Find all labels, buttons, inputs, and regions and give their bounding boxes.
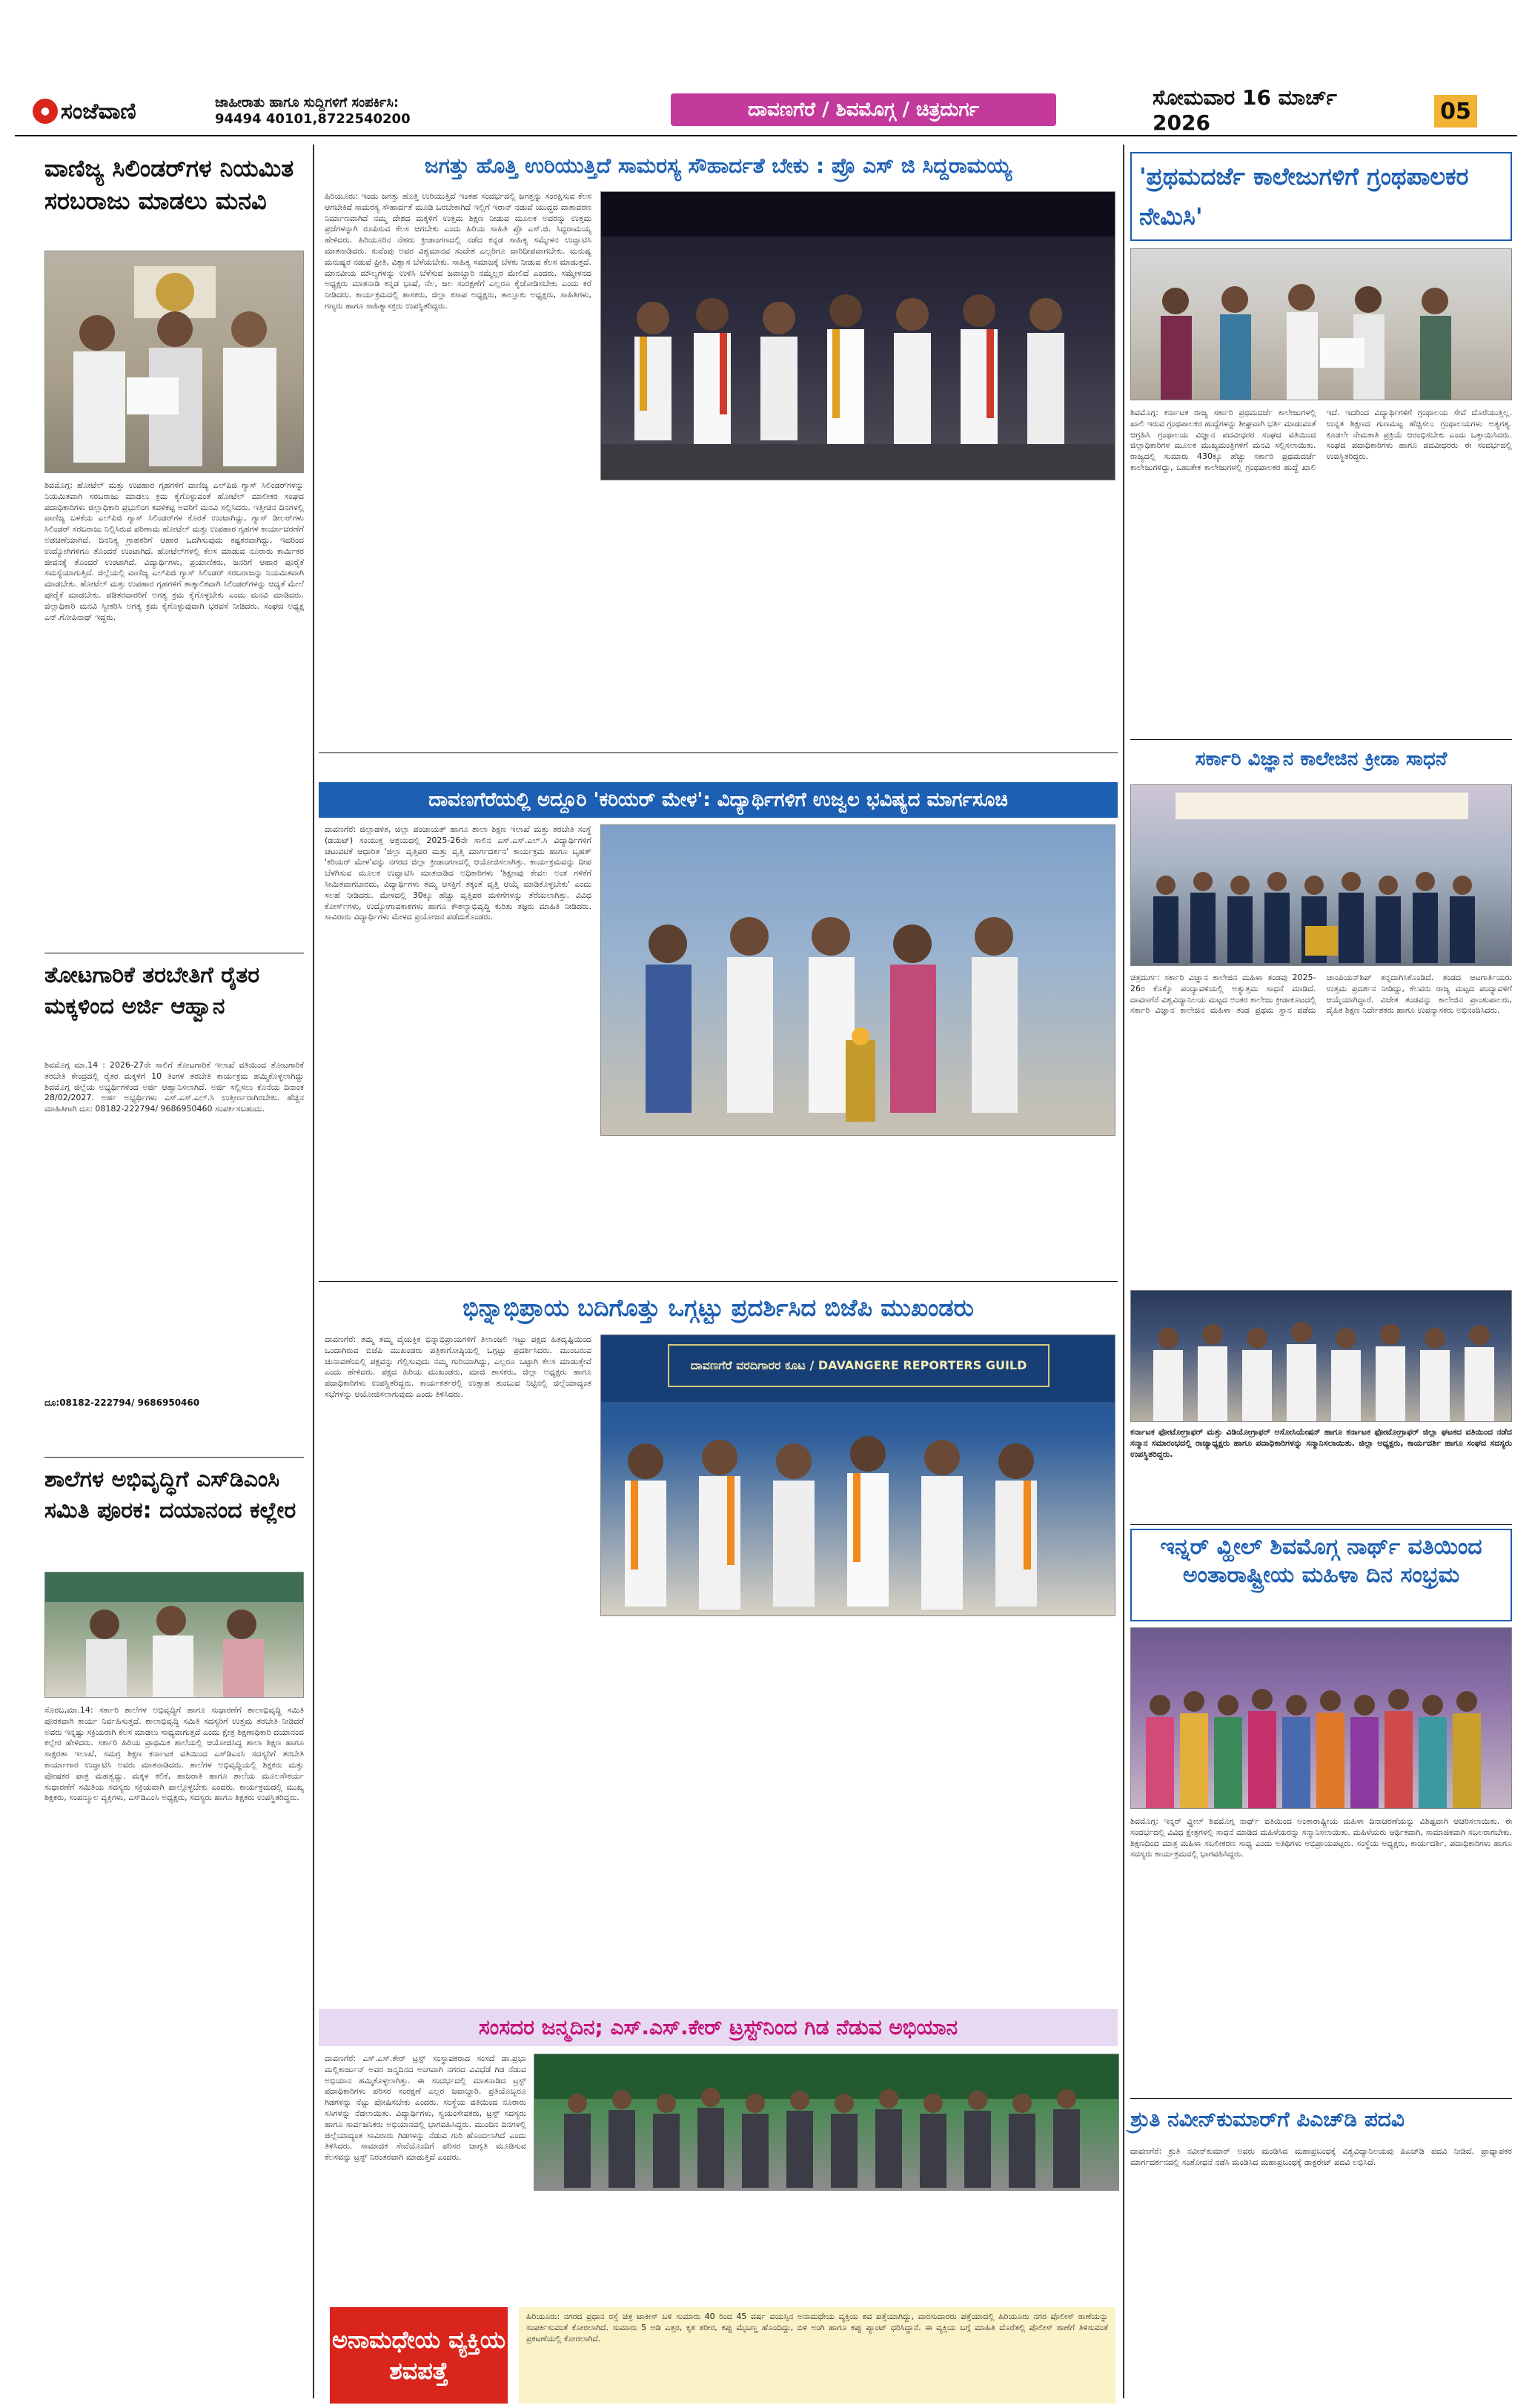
inner-wheel-headline: ಇನ್ನರ್ ವ್ಹೀಲ್ ಶಿವಮೊಗ್ಗ ನಾರ್ಥ್ ವತಿಯಿಂದ ಅಂತಾರಾಷ್ಟ್ರೀಯ ಮಹಿಳಾ ದಿನ ಸಂಭ್ರಮ — [1130, 1529, 1512, 1621]
page-number: 05 — [1434, 95, 1477, 128]
photo-lpg-memorandum — [44, 251, 304, 473]
phd-body: ದಾವಣಗೆರೆ: ಶ್ರುತಿ ನವೀನ್‌ಕುಮಾರ್ ಅವರು ಮಂಡಿಸಿದ ಮಹಾಪ್ರಬಂಧಕ್ಕೆ ವಿಶ್ವವಿದ್ಯಾನಿಲಯವು ಪಿಎಚ್‌ಡಿ ಪದವಿ ನೀಡಿದೆ. ಪ್ರಾಧ್ಯಾಪಕರ ಮಾರ್ಗದರ್ಶನದಲ್ಲಿ ಸಂಶೋಧನೆ ನಡೆಸಿ ಮಂಡಿಸಿದ ಮಹಾಪ್ರಬಂಧಕ್ಕೆ ಡಾಕ್ಟರೇಟ್ ಪದವಿ ಲಭಿಸಿದೆ. — [1130, 2146, 1512, 2167]
body-horticulture-training: ಶಿವಮೊಗ್ಗ ಮಾ.14 : 2026-27ನೇ ಸಾಲಿಗೆ ತೋಟಗಾರಿಕೆ ಇಲಾಖೆ ವತಿಯಿಂದ ತೋಟಗಾರಿಕೆ ತರಬೇತಿ ಕೇಂದ್ರದಲ್ಲಿ ರೈತರ ಮಕ್ಕಳಿಗೆ 10 ತಿಂಗಳ ತರಬೇತಿ ಕಾರ್ಯಕ್ರಮ ಹಮ್ಮಿಕೊಳ್ಳಲಾಗಿದ್ದು ಶಿವಮೊಗ್ಗ ಜಿಲ್ಲೆಯ ಅಭ್ಯರ್ಥಿಗಳಿಂದ ಅರ್ಜಿ ಆಹ್ವಾನಿಸಲಾಗಿದೆ. ಅರ್ಜಿ ಸಲ್ಲಿಸಲು ಕೊನೆಯ ದಿನಾಂಕ 28/02/2027. ಅರ್ಹ ಅಭ್ಯರ್ಥಿಗಳು ಎಸ್.ಎಸ್.ಎಲ್.ಸಿ ಉತ್ತೀರ್ಣರಾಗಿರಬೇಕು. ಹೆಚ್ಚಿನ ಮಾಹಿತಿಗಾಗಿ ದೂ: 08182-222794/ 9686950460 ಸಂಪರ್ಕಿಸಬಹುದು. — [44, 1060, 304, 1114]
contact-tagline: ಜಾಹೀರಾತು ಹಾಗೂ ಸುದ್ದಿಗಳಿಗೆ ಸಂಪರ್ಕಿಸಿ: 94494 40101,8722540200 — [215, 95, 411, 127]
photo-people-illustration — [601, 825, 1115, 1136]
headline-lpg-cylinder: ವಾಣಿಜ್ಯ ಸಿಲಿಂಡರ್‌ಗಳ ನಿಯಮಿತ ಸರಬರಾಜು ಮಾಡಲು ಮನವಿ — [44, 154, 294, 215]
story-separator — [319, 1281, 1118, 1282]
masthead-rule — [15, 135, 1517, 136]
tree-planting-headline: ಸಂಸದರ ಜನ್ಮದಿನ; ಎಸ್.ಎಸ್.ಕೇರ್ ಟ್ರಸ್ಟ್‌ನಿಂದ ಗಿಡ ನೆಡುವ ಅಭಿಯಾನ — [319, 2009, 1118, 2046]
career-mela-headline: ದಾವಣಗೆರೆಯಲ್ಲಿ ಅದ್ದೂರಿ 'ಕರಿಯರ್ ಮೇಳ': ವಿದ್ಯಾರ್ಥಿಗಳಿಗೆ ಉಜ್ವಲ ಭವಿಷ್ಯದ ಮಾರ್ಗಸೂಚಿ — [319, 782, 1118, 818]
bjp-body-continued — [600, 1624, 1115, 2054]
inner-wheel-body: ಶಿವಮೊಗ್ಗ: ಇನ್ನರ್ ವ್ಹೀಲ್ ಶಿವಮೊಗ್ಗ ನಾರ್ಥ್ ವತಿಯಿಂದ ಅಂತಾರಾಷ್ಟ್ರೀಯ ಮಹಿಳಾ ದಿನಾಚರಣೆಯನ್ನು ವಿಶಿಷ್ಟವಾಗಿ ಆಚರಿಸಲಾಯಿತು. ಈ ಸಂದರ್ಭದಲ್ಲಿ ವಿವಿಧ ಕ್ಷೇತ್ರಗಳಲ್ಲಿ ಸಾಧನೆ ಮಾಡಿದ ಮಹಿಳೆಯರನ್ನು ಸನ್ಮಾನಿಸಲಾಯಿತು. ಮಹಿಳೆಯರು ಆರ್ಥಿಕವಾಗಿ, ಸಾಮಾಜಿಕವಾಗಿ ಸಬಲರಾಗಬೇಕು. ಶಿಕ್ಷಣದಿಂದ ಮಾತ್ರ ಮಹಿಳಾ ಸಬಲೀಕರಣ ಸಾಧ್ಯ ಎಂದು ಅತಿಥಿಗಳು ಅಭಿಪ್ರಾಯಪಟ್ಟರು. ಸಂಸ್ಥೆಯ ಅಧ್ಯಕ್ಷರು, ಕಾರ್ಯದರ್ಶಿ, ಪದಾಧಿಕಾರಿಗಳು ಹಾಗೂ ಸದಸ್ಯರು ಕಾರ್ಯಕ್ರಮದಲ್ಲಿ ಭಾಗವಹಿಸಿದ್ದರು. — [1130, 1816, 1512, 1859]
career-mela-body: ದಾವಣಗೆರೆ: ಜಿಲ್ಲಾಡಳಿತ, ಜಿಲ್ಲಾ ಪಂಚಾಯತ್ ಹಾಗೂ ಶಾಲಾ ಶಿಕ್ಷಣ ಇಲಾಖೆ ಮತ್ತು ತರಬೇತಿ ಸಂಸ್ಥೆ (ಡಯಟ್) ಸಂಯುಕ್ತ ಆಶ್ರಯದಲ್ಲಿ 2025-26ನೇ ಸಾಲಿನ ಎಸ್.ಎಸ್.ಎಲ್.ಸಿ ವಿದ್ಯಾರ್ಥಿಗಳಿಗೆ ಚಟುವಟಿಕೆ ಆಧಾರಿತ 'ಜಿಲ್ಲಾ ವೃತ್ತಿಪರ ಮತ್ತು ವೃತ್ತಿ ಮಾರ್ಗದರ್ಶನ' ಕಾರ್ಯಕ್ರಮ ಹಾಗೂ ಬೃಹತ್ 'ಕರಿಯರ್ ಮೇಳ'ವನ್ನು ನಗರದ ಜಿಲ್ಲಾ ಕ್ರೀಡಾಂಗಣದಲ್ಲಿ ಆಯೋಜಿಸಲಾಗಿತ್ತು. ಕಾರ್ಯಕ್ರಮವನ್ನು ದೀಪ ಬೆಳಗಿಸುವ ಮೂಲಕ ಉದ್ಘಾಟಿಸಿ ಮಾತನಾಡಿದ ಅಧಿಕಾರಿಗಳು 'ಶಿಕ್ಷಣವು ಕೇವಲ ಅಂಕ ಗಳಿಕೆಗೆ ಸೀಮಿತವಾಗಬಾರದು, ವಿದ್ಯಾರ್ಥಿಗಳು ತಮ್ಮ ಆಸಕ್ತಿಗೆ ತಕ್ಕಂತೆ ವೃತ್ತಿ ಆಯ್ಕೆ ಮಾಡಿಕೊಳ್ಳಬೇಕು' ಎಂದು ಸಲಹೆ ನೀಡಿದರು. ಮೇಳದಲ್ಲಿ 30ಕ್ಕೂ ಹೆಚ್ಚು ವೃತ್ತಿಪರ ಮಳಿಗೆಗಳನ್ನು ತೆರೆಯಲಾಗಿತ್ತು. ವಿವಿಧ ಕೋರ್ಸ್‌ಗಳು, ಉದ್ಯೋಗಾವಕಾಶಗಳು ಹಾಗೂ ಕೌಶಲ್ಯಾಭಿವೃದ್ಧಿ ಕುರಿತು ತಜ್ಞರು ಮಾಹಿತಿ ನೀಡಿದರು. ಸಾವಿರಾರು ವಿದ್ಯಾರ್ಥಿಗಳು ಮೇಳದ ಪ್ರಯೋಜನ ಪಡೆದುಕೊಂಡರು. — [325, 824, 591, 922]
column-divider — [313, 145, 314, 2398]
lead-body-continued — [600, 488, 1115, 747]
bjp-body: ದಾವಣಗೆರೆ: ತಮ್ಮ ತಮ್ಮ ವೈಯಕ್ತಿಕ ಭಿನ್ನಾಭಿಪ್ರಾಯಗಳಿಗೆ ತಿಲಾಂಜಲಿ ಇಟ್ಟು ಪಕ್ಷದ ಹಿತದೃಷ್ಟಿಯಿಂದ ಒಂದಾಗಿರುವ ಬಿಜೆಪಿ ಮುಖಂಡರು ಪತ್ರಿಕಾಗೋಷ್ಠಿಯಲ್ಲಿ ಒಗ್ಗಟ್ಟು ಪ್ರದರ್ಶಿಸಿದರು. ಮುಂಬರುವ ಚುನಾವಣೆಯಲ್ಲಿ ಪಕ್ಷವನ್ನು ಗೆಲ್ಲಿಸುವುದು ನಮ್ಮ ಗುರಿಯಾಗಿದ್ದು, ಎಲ್ಲರೂ ಒಟ್ಟಾಗಿ ಕೆಲಸ ಮಾಡುತ್ತೇವೆ ಎಂದು ಹೇಳಿದರು. ಪಕ್ಷದ ಹಿರಿಯ ಮುಖಂಡರು, ಮಾಜಿ ಶಾಸಕರು, ಜಿಲ್ಲಾ ಅಧ್ಯಕ್ಷರು ಹಾಗೂ ಪದಾಧಿಕಾರಿಗಳು ಉಪಸ್ಥಿತರಿದ್ದರು. ಕಾರ್ಯಕರ್ತರಲ್ಲಿ ಉತ್ಸಾಹ ತುಂಬುವ ನಿಟ್ಟಿನಲ್ಲಿ ಜಿಲ್ಲೆಯಾದ್ಯಂತ ಸಭೆಗಳನ್ನು ಆಯೋಜಿಸಲಾಗುವುದು ಎಂದು ತಿಳಿಸಿದರು. — [325, 1334, 591, 1399]
story-separator — [44, 1457, 304, 1458]
newspaper-logo: ● ಸಂಜೆವಾಣಿ — [30, 95, 208, 128]
headline-sdmc-committee: ಶಾಲೆಗಳ ಅಭಿವೃದ್ಧಿಗೆ ಎಸ್‌ಡಿಎಂಸಿ ಸಮಿತಿ ಪೂರಕ: ದಯಾನಂದ ಕಲ್ಲೇರ — [44, 1466, 296, 1524]
logo-emblem-icon: ● — [33, 99, 58, 124]
edition-cities: ದಾವಣಗೆರೆ / ಶಿವಮೊಗ್ಗ / ಚಿತ್ರದುರ್ಗ — [671, 93, 1056, 126]
phd-headline: ಶ್ರುತಿ ನವೀನ್‌ಕುಮಾರ್‌ಗೆ ಪಿಎಚ್‌ಡಿ ಪದವಿ — [1130, 2107, 1405, 2131]
tree-planting-body: ದಾವಣಗೆರೆ: ಎಸ್.ಎಸ್.ಕೇರ್ ಟ್ರಸ್ಟ್ ಸಂಸ್ಥಾಪಕರಾದ ಸಂಸದೆ ಡಾ.ಪ್ರಭಾ ಮಲ್ಲಿಕಾರ್ಜುನ್ ಅವರ ಜನ್ಮದಿನದ ಅಂಗವಾಗಿ ನಗರದ ವಿವಿಧೆಡೆ ಗಿಡ ನೆಡುವ ಅಭಿಯಾನ ಹಮ್ಮಿಕೊಳ್ಳಲಾಗಿತ್ತು. ಈ ಸಂದರ್ಭದಲ್ಲಿ ಮಾತನಾಡಿದ ಟ್ರಸ್ಟ್ ಪದಾಧಿಕಾರಿಗಳು ಪರಿಸರ ಸಂರಕ್ಷಣೆ ಎಲ್ಲರ ಜವಾಬ್ದಾರಿ. ಪ್ರತಿಯೊಬ್ಬರೂ ಗಿಡಗಳನ್ನು ನೆಟ್ಟು ಪೋಷಿಸಬೇಕು ಎಂದರು. ಸಂಸ್ಥೆಯ ವತಿಯಿಂದ ನೂರಾರು ಸಸಿಗಳನ್ನು ನೆಡಲಾಯಿತು. ವಿದ್ಯಾರ್ಥಿಗಳು, ಸ್ವಯಂಸೇವಕರು, ಟ್ರಸ್ಟ್ ಸದಸ್ಯರು ಹಾಗೂ ಸಾರ್ವಜನಿಕರು ಅಭಿಯಾನದಲ್ಲಿ ಭಾಗವಹಿಸಿದ್ದರು. ಮುಂದಿನ ದಿನಗಳಲ್ಲಿ ಜಿಲ್ಲೆಯಾದ್ಯಂತ ಸಾವಿರಾರು ಗಿಡಗಳನ್ನು ನೆಡುವ ಗುರಿ ಹೊಂದಲಾಗಿದೆ ಎಂದು ತಿಳಿಸಿದರು. ಸಾಮಾಜಿಕ ಸೇವೆಯೊಂದಿಗೆ ಪರಿಸರ ಜಾಗೃತಿ ಮೂಡಿಸುವ ಕೆಲಸವನ್ನು ಟ್ರಸ್ಟ್ ನಿರಂತರವಾಗಿ ಮಾಡುತ್ತಿದೆ ಎಂದರು. — [325, 2054, 526, 2163]
unidentified-body-text: ಹಿರಿಯೂರು: ನಗರದ ಪ್ರಧಾನ ರಸ್ತೆ ಚಿತ್ರ ಟಾಕೀಸ್ ಬಳಿ ಸುಮಾರು 40 ರಿಂದ 45 ವರ್ಷ ವಯಸ್ಸಿನ ಅನಾಮಧೇಯ ವ್ಯಕ್ತಿಯ ಶವ ಪತ್ತೆಯಾಗಿದ್ದು, ವಾರಸುದಾರರು ಪತ್ತೆಯಾದಲ್ಲಿ ಹಿರಿಯೂರು ನಗರ ಪೊಲೀಸ್ ಠಾಣೆಯನ್ನು ಸಂಪರ್ಕಿಸುವಂತೆ ಕೋರಲಾಗಿದೆ. ಸುಮಾರು 5 ಅಡಿ ಎತ್ತರ, ಕೃಶ ಶರೀರ, ಕಪ್ಪು ಮೈಬಣ್ಣ ಹೊಂದಿದ್ದು, ಬಿಳಿ ಅಂಗಿ ಹಾಗೂ ಕಪ್ಪು ಪ್ಯಾಂಟ್ ಧರಿಸಿದ್ದಾನೆ. ಈ ವ್ಯಕ್ತಿಯ ಬಗ್ಗೆ ಮಾಹಿತಿ ದೊರೆತಲ್ಲಿ ಪೊಲೀಸ್ ಠಾಣೆಗೆ ತಿಳಿಸುವಂತೆ ಪ್ರಕಟಣೆಯಲ್ಲಿ ಕೋರಲಾಗಿದೆ. — [519, 2307, 1115, 2404]
photo-people-illustration — [1131, 785, 1512, 966]
photo-tree-planting-group — [534, 2054, 1119, 2191]
tree-planting-body-continued — [534, 2196, 1119, 2298]
photo-people-illustration — [601, 192, 1115, 480]
photo-bjp-leaders — [600, 1334, 1115, 1616]
lead-body: ಹಿರಿಯೂರು: ಇಂದು ಜಗತ್ತು ಹೊತ್ತಿ ಉರಿಯುತ್ತಿದೆ ಇಂತಹ ಸಂದರ್ಭದಲ್ಲಿ ಜಗತ್ತನ್ನು ಸಂರಕ್ಷಿಸುವ ಕೆಲಸ ಆಗಬೇಕಿದೆ ಸಾಮರಸ್ಯ ಸೌಹಾರ್ದತೆ ಮೂಡಿ ಬರಬೇಕಾಗಿದೆ ಇಲ್ಲಿಗೆ ಇರಾನ್ ನಡುವೆ ಯುದ್ಧದ ವಾತಾವರಣ ನಿರ್ಮಾಣವಾಗಿದೆ ನಮ್ಮ ದೇಶದ ಮಕ್ಕಳಿಗೆ ಉತ್ತಮ ಶಿಕ್ಷಣ ನೀಡುವ ಮೂಲಕ ಅವರನ್ನು ಉತ್ತಮ ಪ್ರಜೆಗಳನ್ನಾಗಿ ರೂಪಿಸುವ ಕೆಲಸ ಆಗಬೇಕು ಎಂದು ಹಿರಿಯ ಸಾಹಿತಿ ಪ್ರೊ ಎಸ್.ಜಿ. ಸಿದ್ದರಾಮಯ್ಯ ಹೇಳಿದರು. ಹಿರಿಯೂರಿನ ನೆಹರು ಕ್ರೀಡಾಂಗಣದಲ್ಲಿ ನಡೆದ ಕನ್ನಡ ಸಾಹಿತ್ಯ ಸಮ್ಮೇಳನ ಉದ್ಘಾಟಿಸಿ ಮಾತನಾಡಿದರು. ಕುವೆಂಪು ಅವರ ವಿಶ್ವಮಾನವ ಸಂದೇಶ ಎಲ್ಲರಿಗೂ ದಾರಿದೀಪವಾಗಬೇಕು. ಮನುಷ್ಯ ಮನುಷ್ಯರ ನಡುವೆ ಪ್ರೀತಿ, ವಿಶ್ವಾಸ ಬೆಳೆಯಬೇಕು. ಸಾಹಿತ್ಯ ಸಮಾಜಕ್ಕೆ ಬೆಳಕು ನೀಡುವ ಕೆಲಸ ಮಾಡುತ್ತದೆ. ಮಾನವೀಯ ಮೌಲ್ಯಗಳನ್ನು ಉಳಿಸಿ ಬೆಳೆಸುವ ಜವಾಬ್ದಾರಿ ನಮ್ಮೆಲ್ಲರ ಮೇಲಿದೆ ಎಂದರು. ಸಮ್ಮೇಳನದ ಅಧ್ಯಕ್ಷರು ಮಾತನಾಡಿ ಕನ್ನಡ ಭಾಷೆ, ನೆಲ, ಜಲ ಸಂರಕ್ಷಣೆಗೆ ಎಲ್ಲರೂ ಕೈಜೋಡಿಸಬೇಕು ಎಂದು ಕರೆ ನೀಡಿದರು. ಕಾರ್ಯಕ್ರಮದಲ್ಲಿ ಶಾಸಕರು, ಜಿಲ್ಲಾ ಕಸಾಪ ಅಧ್ಯಕ್ಷರು, ತಾಲ್ಲೂಕು ಅಧ್ಯಕ್ಷರು, ಸಾಹಿತಿಗಳು, ಗಣ್ಯರು ಹಾಗೂ ಸಾಹಿತ್ಯಾಸಕ್ತರು ಉಪಸ್ಥಿತರಿದ್ದರು. — [325, 191, 591, 311]
photographers-caption: ಕರ್ನಾಟಕ ಫೋಟೋಗ್ರಾಫರ್ ಮತ್ತು ವಿಡಿಯೋಗ್ರಾಫರ್ ಅಸೋಸಿಯೇಷನ್ ಹಾಗೂ ಕರ್ನಾಟಕ ಫೋಟೋಗ್ರಾಫರ್ ಜಿಲ್ಲಾ ಘಟಕದ ವತಿಯಿಂದ ನಡೆದ ಸನ್ಮಾನ ಸಮಾರಂಭದಲ್ಲಿ ರಾಜ್ಯಾಧ್ಯಕ್ಷರು ಹಾಗೂ ಪದಾಧಿಕಾರಿಗಳನ್ನು ಸನ್ಮಾನಿಸಲಾಯಿತು. ಜಿಲ್ಲಾ ಅಧ್ಯಕ್ಷರು, ಕಾರ್ಯದರ್ಶಿ ಹಾಗೂ ಸಂಘದ ಸದಸ್ಯರು ಉಪಸ್ಥಿತರಿದ್ದರು. — [1130, 1427, 1512, 1459]
photo-people-illustration — [45, 1572, 304, 1698]
photo-womens-day-group — [1130, 1627, 1512, 1809]
story-separator — [319, 752, 1118, 753]
story-separator — [1130, 739, 1512, 740]
photo-photographers-felicitation — [1130, 1290, 1512, 1422]
photo-people-illustration — [1131, 1291, 1512, 1422]
column-divider — [1123, 145, 1124, 2398]
science-college-sports-body: ಚಿತ್ರದುರ್ಗ: ಸರ್ಕಾರಿ ವಿಜ್ಞಾನ ಕಾಲೇಜಿನ ಮಹಿಳಾ ತಂಡವು 2025-26ರ ಕೊಕ್ಕೊ ಪಂದ್ಯಾವಳಿಯಲ್ಲಿ ಅತ್ಯುತ್ತಮ ಸಾಧನೆ ಮಾಡಿದೆ. ದಾವಣಗೆರೆ ವಿಶ್ವವಿದ್ಯಾನಿಲಯ ಮಟ್ಟದ ಅಂತರ ಕಾಲೇಜು ಕ್ರೀಡಾಕೂಟದಲ್ಲಿ ಸರ್ಕಾರಿ ವಿಜ್ಞಾನ ಕಾಲೇಜಿನ ಮಹಿಳಾ ತಂಡ ಪ್ರಥಮ ಸ್ಥಾನ ಪಡೆದು ಚಾಂಪಿಯನ್‌ಶಿಪ್ ತನ್ನದಾಗಿಸಿಕೊಂಡಿದೆ. ತಂಡದ ಆಟಗಾರ್ತಿಯರು ಉತ್ತಮ ಪ್ರದರ್ಶನ ನೀಡಿದ್ದು, ಕೆಲವರು ರಾಜ್ಯ ಮಟ್ಟದ ಪಂದ್ಯಾವಳಿಗೆ ಆಯ್ಕೆಯಾಗಿದ್ದಾರೆ. ವಿಜೇತ ತಂಡವನ್ನು ಕಾಲೇಜಿನ ಪ್ರಾಂಶುಪಾಲರು, ದೈಹಿಕ ಶಿಕ್ಷಣ ನಿರ್ದೇಶಕರು ಹಾಗೂ ಉಪನ್ಯಾಸಕರು ಅಭಿನಂದಿಸಿದರು. — [1130, 973, 1512, 1016]
bjp-headline: ಭಿನ್ನಾಭಿಪ್ರಾಯ ಬದಿಗೊತ್ತು ಒಗ್ಗಟ್ಟು ಪ್ರದರ್ಶಿಸಿದ ಬಿಜೆಪಿ ಮುಖಂಡರು — [462, 1294, 974, 1322]
body-lpg-cylinder: ಶಿವಮೊಗ್ಗ: ಹೋಟೆಲ್ ಮತ್ತು ಉಪಹಾರ ಗೃಹಗಳಿಗೆ ವಾಣಿಜ್ಯ ಎಲ್‌ಪಿಜಿ ಗ್ಯಾಸ್ ಸಿಲಿಂಡರ್‌ಗಳನ್ನು ನಿಯಮಿತವಾಗಿ ಸರಬರಾಜು ಮಾಡಲು ಕ್ರಮ ಕೈಗೊಳ್ಳುವಂತೆ ಹೋಟೆಲ್ ಮಾಲೀಕರ ಸಂಘದ ಪದಾಧಿಕಾರಿಗಳು ಜಿಲ್ಲಾಧಿಕಾರಿ ಪ್ರಭುಲಿಂಗ ಕವಳಿಕಟ್ಟಿ ಅವರಿಗೆ ಮನವಿ ಸಲ್ಲಿಸಿದರು. ಇತ್ತೀಚಿನ ದಿನಗಳಲ್ಲಿ ವಾಣಿಜ್ಯ ಬಳಕೆಯ ಎಲ್‌ಪಿಜಿ ಗ್ಯಾಸ್ ಸಿಲಿಂಡರ್‌ಗಳ ಕೊರತೆ ಉಂಟಾಗಿದ್ದು, ಗ್ಯಾಸ್ ಡೀಲರ್‌ಗಳು ಸಿಲಿಂಡರ್ ಸರಬರಾಜು ನಿಲ್ಲಿಸಿರುವ ಪರಿಣಾಮ ಹೋಟೆಲ್ ಮತ್ತು ಉಪಹಾರ ಗೃಹಗಳ ಕಾರ್ಯಾಚರಣೆಗೆ ಅಡಚಣೆಯಾಗಿದೆ. ದಿನನಿತ್ಯ ಗ್ರಾಹಕರಿಗೆ ಆಹಾರ ಒದಗಿಸುವುದು ಕಷ್ಟಕರವಾಗಿದ್ದು, ಇದರಿಂದ ಉದ್ಯೋಗಿಗಳಿಗೂ ತೊಂದರೆ ಉಂಟಾಗಿದೆ. ಹೋಟೆಲ್‌ಗಳಲ್ಲಿ ಕೆಲಸ ಮಾಡುವ ನೂರಾರು ಕಾರ್ಮಿಕರ ಜೀವನಕ್ಕೆ ತೊಂದರೆ ಉಂಟಾಗಿದೆ. ವಿದ್ಯಾರ್ಥಿಗಳು, ಪ್ರಯಾಣಿಕರು, ಜನರಿಗೆ ಆಹಾರ ಪೂರೈಕೆ ಸಮಸ್ಯೆಯಾಗುತ್ತಿದೆ. ಜಿಲ್ಲೆಯಲ್ಲಿ ವಾಣಿಜ್ಯ ಎಲ್‌ಪಿಜಿ ಗ್ಯಾಸ್ ಸಿಲಿಂಡರ್ ಸರಬರಾಜನ್ನು ನಿಯಮಿತವಾಗಿ ಮಾಡಬೇಕು. ಹೋಟೆಲ್ ಮತ್ತು ಉಪಹಾರ ಗೃಹಗಳಿಗೆ ತಾತ್ಕಾಲಿಕವಾಗಿ ಸಿಲಿಂಡರ್‌ಗಳನ್ನು ಆದ್ಯತೆ ಮೇಲೆ ಪೂರೈಕೆ ಮಾಡಬೇಕು. ಪಡಿತರದಾರರಿಗೆ ಅಗತ್ಯ ಕ್ರಮ ಕೈಗೊಳ್ಳಬೇಕು ಎಂದು ಮನವಿ ಮಾಡಿದರು. ಜಿಲ್ಲಾಧಿಕಾರಿ ಮನವಿ ಸ್ವೀಕರಿಸಿ ಅಗತ್ಯ ಕ್ರಮ ಕೈಗೊಳ್ಳುವುದಾಗಿ ಭರವಸೆ ನೀಡಿದರು. ಸಂಘದ ಅಧ್ಯಕ್ಷ ಎನ್.ಗೋಪಿನಾಥ್ ಇದ್ದರು. — [44, 480, 304, 622]
photo-literary-meet-stage — [600, 191, 1115, 480]
librarian-headline: 'ಪ್ರಥಮದರ್ಜೆ ಕಾಲೇಜುಗಳಿಗೆ ಗ್ರಂಥಪಾಲಕರ ನೇಮಿಸಿ' — [1130, 152, 1512, 241]
photo-people-illustration — [534, 2054, 1119, 2191]
issue-date: ಸೋಮವಾರ 16 ಮಾರ್ಚ್ 2026 — [1153, 85, 1337, 135]
story-separator — [1130, 2098, 1512, 2099]
photo-kho-kho-team — [1130, 784, 1512, 966]
career-mela-body-continued — [600, 1143, 1115, 1273]
science-college-sports-headline: ಸರ್ಕಾರಿ ವಿಜ್ಞಾನ ಕಾಲೇಜಿನ ಕ್ರೀಡಾ ಸಾಧನೆ — [1195, 748, 1448, 770]
unidentified-body-title: ಅನಾಮಧೇಯ ವ್ಯಕ್ತಿಯ ಶವಪತ್ತೆ — [330, 2307, 508, 2404]
photo-sdmc-lamp-lighting — [44, 1572, 304, 1698]
photo-librarian-memorandum — [1130, 248, 1512, 400]
librarian-body: ಶಿವಮೊಗ್ಗ: ಕರ್ನಾಟಕ ರಾಜ್ಯ ಸರ್ಕಾರಿ ಪ್ರಥಮದರ್ಜೆ ಕಾಲೇಜುಗಳಲ್ಲಿ ಖಾಲಿ ಇರುವ ಗ್ರಂಥಪಾಲಕರ ಹುದ್ದೆಗಳನ್ನು ಶೀಘ್ರವಾಗಿ ಭರ್ತಿ ಮಾಡುವಂತೆ ಆಗ್ರಹಿಸಿ ಗ್ರಂಥಾಲಯ ವಿಜ್ಞಾನ ಪದವೀಧರರ ಸಂಘದ ವತಿಯಿಂದ ಜಿಲ್ಲಾಧಿಕಾರಿಗಳ ಮೂಲಕ ಮುಖ್ಯಮಂತ್ರಿಗಳಿಗೆ ಮನವಿ ಸಲ್ಲಿಸಲಾಯಿತು. ರಾಜ್ಯದಲ್ಲಿ ಸುಮಾರು 430ಕ್ಕೂ ಹೆಚ್ಚು ಸರ್ಕಾರಿ ಪ್ರಥಮದರ್ಜೆ ಕಾಲೇಜುಗಳಿದ್ದು, ಬಹುತೇಕ ಕಾಲೇಜುಗಳಲ್ಲಿ ಗ್ರಂಥಪಾಲಕರ ಹುದ್ದೆ ಖಾಲಿ ಇದೆ. ಇದರಿಂದ ವಿದ್ಯಾರ್ಥಿಗಳಿಗೆ ಗ್ರಂಥಾಲಯ ಸೇವೆ ದೊರೆಯುತ್ತಿಲ್ಲ. ಉನ್ನತ ಶಿಕ್ಷಣದ ಗುಣಮಟ್ಟ ಹೆಚ್ಚಿಸಲು ಗ್ರಂಥಾಲಯಗಳು ಅತ್ಯಗತ್ಯ. ಕೂಡಲೇ ನೇಮಕಾತಿ ಪ್ರಕ್ರಿಯೆ ಆರಂಭಿಸಬೇಕು ಎಂದು ಒತ್ತಾಯಿಸಿದರು. ಸಂಘದ ಪದಾಧಿಕಾರಿಗಳು ಹಾಗೂ ಪದವೀಧರರು ಈ ಸಂದರ್ಭದಲ್ಲಿ ಉಪಸ್ಥಿತರಿದ್ದರು. — [1130, 408, 1512, 472]
lead-headline: ಜಗತ್ತು ಹೊತ್ತಿ ಉರಿಯುತ್ತಿದೆ ಸಾಮರಸ್ಯ ಸೌಹಾರ್ದತೆ ಬೇಕು : ಪ್ರೊ ಎಸ್ ಜಿ ಸಿದ್ದರಾಮಯ್ಯ — [424, 153, 1012, 178]
photo-people-illustration — [45, 251, 304, 473]
story-separator — [1130, 1524, 1512, 1525]
photo-people-illustration — [1131, 249, 1512, 400]
reporters-guild-banner: ದಾವಣಗೆರೆ ವರದಿಗಾರರ ಕೂಟ / DAVANGERE REPORTERS GUILD — [668, 1344, 1049, 1387]
masthead — [0, 0, 1532, 148]
contact-numbers: ದೂ:08182-222794/ 9686950460 — [44, 1398, 200, 1408]
photo-people-illustration — [1131, 1628, 1512, 1809]
body-sdmc-committee: ಸೊರಬ,ಮಾ.14: ಸರ್ಕಾರಿ ಶಾಲೆಗಳ ಅಭಿವೃದ್ಧಿಗೆ ಹಾಗೂ ಸುಧಾರಣೆಗೆ ಶಾಲಾಭಿವೃದ್ಧಿ ಸಮಿತಿ ಪೂರಕವಾಗಿ ಕಾರ್ಯ ನಿರ್ವಹಿಸುತ್ತದೆ. ಶಾಲಾಭಿವೃದ್ಧಿ ಸಮಿತಿ ಸದಸ್ಯರಿಗೆ ಉತ್ತಮ ತರಬೇತಿ ನೀಡಿದರೆ ಅವರು ಇನ್ನಷ್ಟು ಸಕ್ರಿಯರಾಗಿ ಕೆಲಸ ಮಾಡಲು ಸಾಧ್ಯವಾಗುತ್ತದೆ ಎಂದು ಕ್ಷೇತ್ರ ಶಿಕ್ಷಣಾಧಿಕಾರಿ ದಯಾನಂದ ಕಲ್ಲೇರ ಹೇಳಿದರು. ಸರ್ಕಾರಿ ಹಿರಿಯ ಪ್ರಾಥಮಿಕ ಶಾಲೆಯಲ್ಲಿ ಆಯೋಜಿಸಿದ್ದ ಶಾಲಾ ಶಿಕ್ಷಣ ಹಾಗೂ ಸಾಕ್ಷರತಾ ಇಲಾಖೆ, ಸಮಗ್ರ ಶಿಕ್ಷಣ ಕರ್ನಾಟಕ ವತಿಯಿಂದ ಎಸ್‌ಡಿಎಂಸಿ ಸದಸ್ಯರಿಗೆ ತರಬೇತಿ ಕಾರ್ಯಾಗಾರ ಉದ್ಘಾಟಿಸಿ ಅವರು ಮಾತನಾಡಿದರು. ಶಾಲೆಗಳ ಅಭಿವೃದ್ಧಿಯಲ್ಲಿ ಶಿಕ್ಷಕರು ಮತ್ತು ಪೋಷಕರ ಪಾತ್ರ ಮಹತ್ವದ್ದು. ಮಕ್ಕಳ ಕಲಿಕೆ, ಹಾಜರಾತಿ ಹಾಗೂ ಶಾಲೆಯ ಮೂಲಸೌಕರ್ಯ ಸುಧಾರಣೆಗೆ ಸಮಿತಿಯ ಸದಸ್ಯರು ಸಕ್ರಿಯವಾಗಿ ಪಾಲ್ಗೊಳ್ಳಬೇಕು ಎಂದರು. ಕಾರ್ಯಕ್ರಮದಲ್ಲಿ ಮುಖ್ಯ ಶಿಕ್ಷಕರು, ಸಂಪನ್ಮೂಲ ವ್ಯಕ್ತಿಗಳು, ಎಸ್‌ಡಿಎಂಸಿ ಅಧ್ಯಕ್ಷರು, ಸದಸ್ಯರು ಹಾಗೂ ಶಿಕ್ಷಕರು ಉಪಸ್ಥಿತರಿದ್ದರು. — [44, 1705, 304, 1803]
photo-career-mela-inauguration — [600, 824, 1115, 1136]
headline-horticulture-training: ತೋಟಗಾರಿಕೆ ತರಬೇತಿಗೆ ರೈತರ ಮಕ್ಕಳಿಂದ ಅರ್ಜಿ ಆಹ್ವಾನ — [44, 962, 260, 1019]
